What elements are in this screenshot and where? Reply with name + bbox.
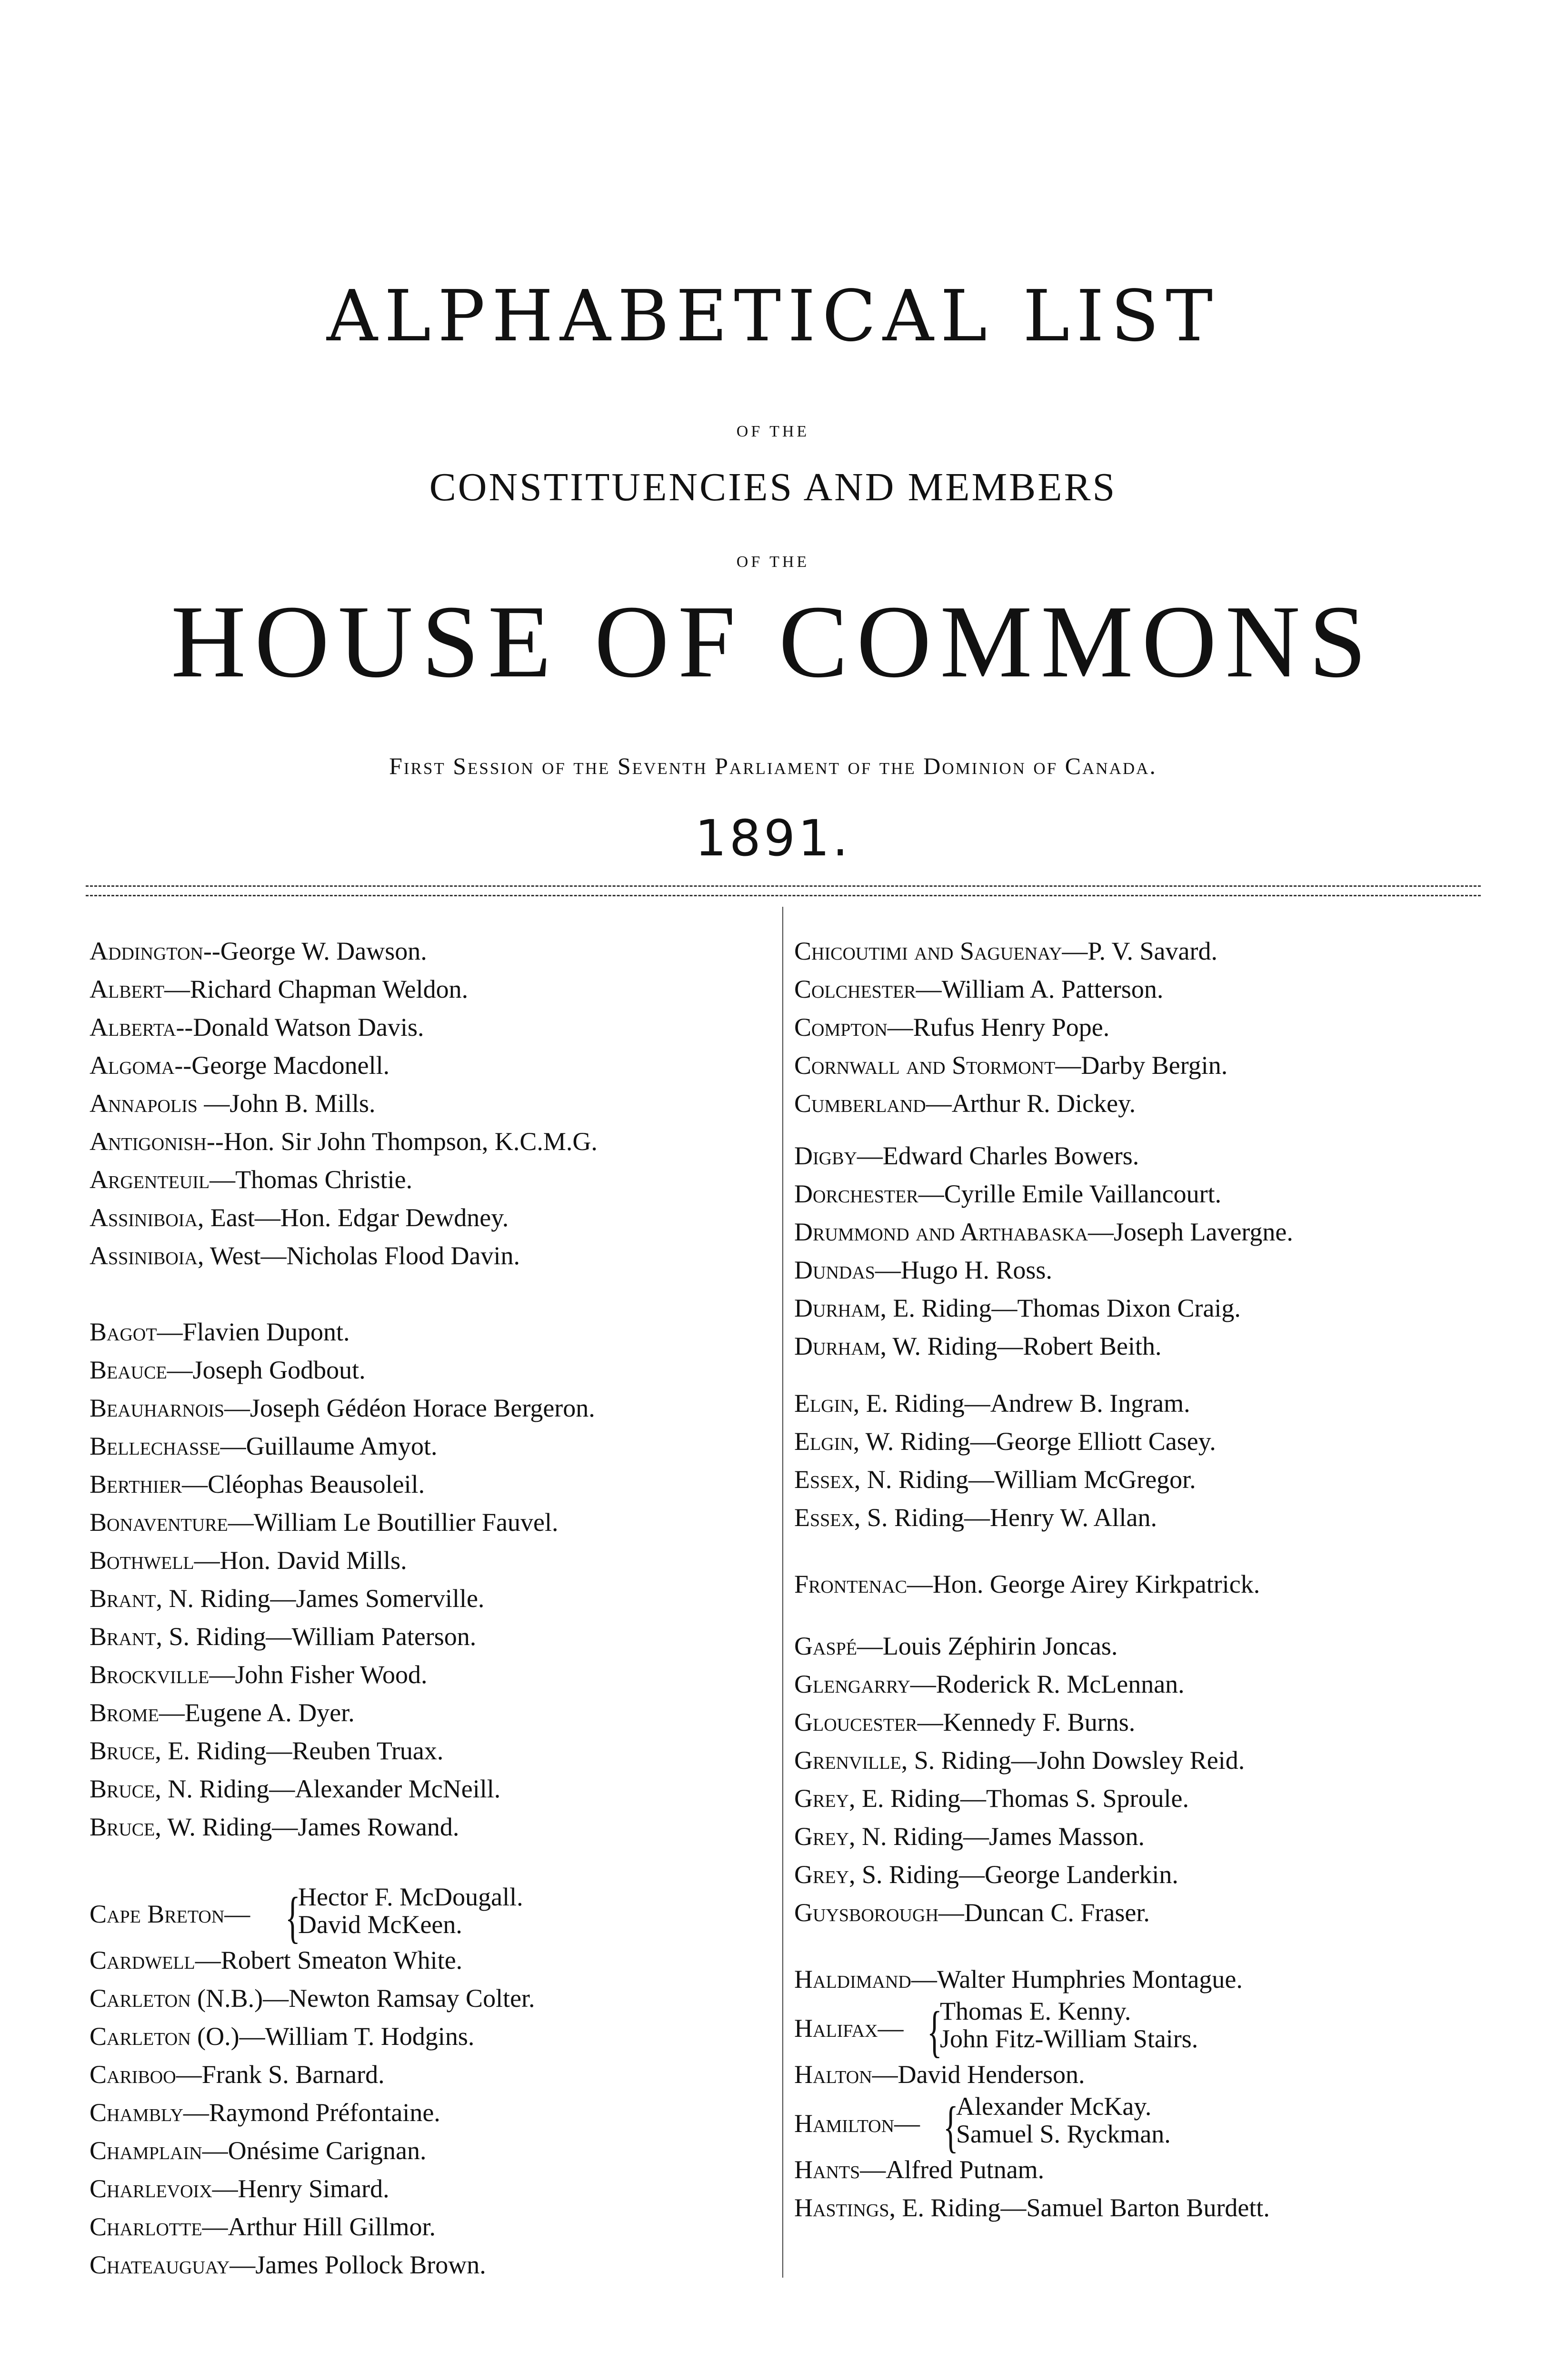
member-name: , E. Riding—Thomas S. Sproule.: [849, 1784, 1189, 1813]
member-name: —Frank S. Barnard.: [176, 2060, 385, 2089]
member-name: David McKeen.: [298, 1910, 462, 1939]
list-item: [90, 1656, 780, 1694]
constituency-name: Bagot: [90, 1318, 157, 1346]
member-name: , N. Riding—James Masson.: [849, 1822, 1145, 1851]
left-column: [90, 932, 780, 2284]
list-item: [90, 1313, 780, 1351]
group-gap: [90, 1846, 780, 1884]
list-item: [794, 1460, 1485, 1498]
entry-group-h: [794, 2151, 1485, 2227]
constituency-name: Charlotte: [90, 2212, 202, 2241]
constituency-name: Gloucester: [794, 1708, 918, 1736]
right-column: [794, 932, 1485, 2227]
year: 1891.: [695, 809, 851, 867]
group-gap: [794, 1932, 1485, 1960]
list-item: [90, 1579, 780, 1617]
entry-halifax: [794, 1997, 1485, 2063]
member-name: , West—Nicholas Flood Davin.: [197, 1241, 520, 1270]
member-name: , N. Riding—Alexander McNeill.: [155, 1775, 501, 1803]
entry-halton: [794, 2055, 1485, 2093]
list-item: [794, 1894, 1485, 1932]
member-name: —Joseph Godbout.: [167, 1356, 366, 1384]
constituency-name: Argenteuil: [90, 1165, 210, 1194]
constituency-name: Frontenac: [794, 1570, 907, 1598]
list-item: [90, 1122, 780, 1160]
dash: —: [878, 2014, 904, 2043]
constituency-name: Carleton: [90, 2022, 191, 2051]
constituency-name: Brome: [90, 1698, 159, 1727]
constituency-name: Gaspé: [794, 1632, 857, 1660]
brace: {: [927, 2000, 942, 2063]
entry-hamilton: [794, 2092, 1485, 2158]
constituency-name: Hants: [794, 2155, 860, 2184]
list-item: [794, 1327, 1485, 1365]
list-item: [794, 1213, 1485, 1251]
list-item: [794, 2151, 1485, 2189]
member-name: —Walter Humphries Montague.: [911, 1965, 1243, 1993]
constituency-name: Durham: [794, 1332, 880, 1360]
brace: {: [943, 2095, 958, 2158]
constituency-name: Grey: [794, 1860, 849, 1889]
list-item: [90, 1732, 780, 1770]
group-gap: [794, 1537, 1485, 1565]
list-item: [90, 1046, 780, 1084]
constituency-name: Hastings: [794, 2193, 889, 2222]
member-name: —Darby Bergin.: [1055, 1051, 1228, 1080]
member-name: —Onésime Carignan.: [202, 2136, 427, 2165]
member-name: , N. Riding—James Somerville.: [156, 1584, 485, 1613]
list-item: [90, 2246, 780, 2284]
list-item: [90, 2017, 780, 2055]
member-name: —Flavien Dupont.: [157, 1318, 350, 1346]
constituency-name: Cumberland: [794, 1089, 926, 1118]
list-item: [90, 1237, 780, 1275]
member-name: —Hugo H. Ross.: [875, 1256, 1052, 1284]
member-name: —Kennedy F. Burns.: [917, 1708, 1136, 1736]
member-name: —Alfred Putnam.: [860, 2155, 1045, 2184]
constituency-name: Grey: [794, 1822, 849, 1851]
constituency-name: Essex: [794, 1503, 854, 1532]
list-item: [90, 1427, 780, 1465]
dash: —: [224, 1900, 250, 1928]
member-name: —William A. Patterson.: [916, 975, 1164, 1003]
constituency-name: Brockville: [90, 1660, 209, 1689]
member-name: , W. Riding—Robert Beith.: [880, 1332, 1162, 1360]
member-name: —Richard Chapman Weldon.: [164, 975, 469, 1003]
constituency-name: Cornwall and Stormont: [794, 1051, 1056, 1080]
list-item: [794, 970, 1485, 1008]
member-name: —Eugene A. Dyer.: [159, 1698, 355, 1727]
list-item: [90, 1503, 780, 1541]
list-item: [90, 970, 780, 1008]
constituency-name: Cariboo: [90, 2060, 176, 2089]
member-name: —Arthur Hill Gillmor.: [202, 2212, 436, 2241]
constituency-name: Cardwell: [90, 1946, 195, 1974]
constituency-name: Grey: [794, 1784, 849, 1813]
member-name: --George Macdonell.: [174, 1051, 390, 1080]
member-name: --George W. Dawson.: [203, 937, 427, 965]
list-item: [90, 1941, 780, 1979]
member-name: , W. Riding—James Rowand.: [155, 1813, 459, 1841]
constituency-name: Compton: [794, 1013, 888, 1041]
page-title: ALPHABETICAL LIST: [327, 275, 1219, 357]
list-item: [90, 1808, 780, 1846]
house-title: HOUSE OF COMMONS: [171, 585, 1375, 699]
list-item: [794, 1565, 1485, 1603]
list-item: [90, 2170, 780, 2208]
of-the-line-1: OF THE: [736, 423, 810, 440]
constituency-name: Bruce: [90, 1775, 155, 1803]
member-name: —P. V. Savard.: [1062, 937, 1217, 965]
constituency-name: Addington: [90, 937, 203, 965]
member-name: —Guillaume Amyot.: [220, 1432, 438, 1460]
list-item: [794, 1289, 1485, 1327]
member-name: —Robert Smeaton White.: [195, 1946, 463, 1974]
list-item: [794, 1008, 1485, 1046]
dash: —: [894, 2109, 920, 2138]
member-name: , E. Riding—Reuben Truax.: [155, 1736, 444, 1765]
constituency-name: Chicoutimi and Saguenay: [794, 937, 1062, 965]
constituency-name: Assiniboia: [90, 1203, 198, 1232]
list-item: [794, 1817, 1485, 1855]
member-name: —Cyrille Emile Vaillancourt.: [918, 1180, 1222, 1208]
constituency-name: Carleton: [90, 1984, 191, 2013]
constituency-name: Drummond and Arthabaska: [794, 1218, 1088, 1246]
list-item: [90, 2055, 780, 2093]
constituency-name: Dorchester: [794, 1180, 918, 1208]
list-item: [794, 1703, 1485, 1741]
entry-group-g: [794, 1627, 1485, 1932]
list-item: [90, 1541, 780, 1579]
member-name: —Joseph Gédéon Horace Bergeron.: [224, 1394, 595, 1422]
member-name: , E. Riding—Andrew B. Ingram.: [853, 1389, 1190, 1418]
list-item: [90, 1617, 780, 1656]
constituency-name: Berthier: [90, 1470, 182, 1498]
list-item: [794, 1251, 1485, 1289]
list-item: [90, 1694, 780, 1732]
list-item: [90, 1199, 780, 1237]
member-name: —Duncan C. Fraser.: [938, 1898, 1150, 1927]
member-name: —John B. Mills.: [197, 1089, 376, 1118]
member-name: Samuel S. Ryckman.: [956, 2120, 1171, 2148]
constituency-name: Bruce: [90, 1736, 155, 1765]
member-name: , S. Riding—George Landerkin.: [849, 1860, 1178, 1889]
member-name: (N.B.)—Newton Ramsay Colter.: [190, 1984, 535, 2013]
member-name: —Edward Charles Bowers.: [857, 1141, 1139, 1170]
member-name: —Roderick R. McLennan.: [910, 1670, 1185, 1698]
list-item: [90, 2208, 780, 2246]
constituency-name: Halifax: [794, 2014, 878, 2043]
constituency-name: Chambly: [90, 2098, 183, 2127]
member-name: , E. Riding—Samuel Barton Burdett.: [889, 2193, 1270, 2222]
list-item: [794, 1084, 1485, 1122]
member-name: —Cléophas Beausoleil.: [182, 1470, 425, 1498]
member-name: , S. Riding—William Paterson.: [156, 1622, 477, 1651]
page-subtitle: CONSTITUENCIES AND MEMBERS: [429, 465, 1117, 509]
list-item: [90, 1160, 780, 1199]
constituency-name: Elgin: [794, 1389, 853, 1418]
member-name: —Raymond Préfontaine.: [183, 2098, 440, 2127]
constituency-name: Digby: [794, 1141, 857, 1170]
entry-group-e: [794, 1384, 1485, 1537]
constituency-name: Brant: [90, 1622, 156, 1651]
constituency-name: Chateauguay: [90, 2251, 230, 2279]
member-name: , S. Riding—John Dowsley Reid.: [901, 1746, 1245, 1775]
list-item: [794, 932, 1485, 970]
constituency-name: Guysborough: [794, 1898, 938, 1927]
constituency-name: Elgin: [794, 1427, 853, 1456]
constituency-name: Durham: [794, 1294, 880, 1322]
member-name: —Joseph Lavergne.: [1088, 1218, 1293, 1246]
list-item: [794, 1779, 1485, 1817]
column-divider: [782, 907, 783, 2278]
list-item: [794, 1137, 1485, 1175]
member-name: —John Fisher Wood.: [209, 1660, 428, 1689]
member-name: , E. Riding—Thomas Dixon Craig.: [880, 1294, 1241, 1322]
group-gap: [794, 1365, 1485, 1384]
member-name: —Hon. David Mills.: [194, 1546, 407, 1575]
list-item: [794, 1498, 1485, 1537]
list-item: [794, 1665, 1485, 1703]
member-name: John Fitz-William Stairs.: [940, 2024, 1198, 2053]
list-item: [90, 1351, 780, 1389]
member-name: --Hon. Sir John Thompson, K.C.M.G.: [206, 1127, 598, 1156]
list-item: [794, 1046, 1485, 1084]
member-name: —William Le Boutillier Fauvel.: [228, 1508, 559, 1537]
list-item: [90, 932, 780, 970]
constituency-name: Bruce: [90, 1813, 155, 1841]
constituency-name: Essex: [794, 1465, 854, 1494]
constituency-name: Grenville: [794, 1746, 901, 1775]
member-name: , S. Riding—Henry W. Allan.: [854, 1503, 1157, 1532]
divider-rule: [86, 885, 1481, 887]
constituency-name: Annapolis: [90, 1089, 198, 1118]
list-item: [90, 1389, 780, 1427]
session-line: First Session of the Seventh Parliament of the Dominion of Canada.: [389, 753, 1157, 779]
member-name: Hector F. McDougall.: [298, 1883, 523, 1911]
divider-rule: [86, 895, 1481, 896]
member-name: —Rufus Henry Pope.: [887, 1013, 1110, 1041]
list-item: [90, 1084, 780, 1122]
of-the-line-2: OF THE: [736, 553, 810, 571]
entry-group-f: [794, 1565, 1485, 1603]
member-name: , N. Riding—William McGregor.: [854, 1465, 1196, 1494]
constituency-name: Algoma: [90, 1051, 175, 1080]
entry-cape-breton: [90, 1883, 780, 1949]
list-item: [794, 1741, 1485, 1779]
list-item: [90, 1979, 780, 2017]
member-name: , W. Riding—George Elliott Casey.: [853, 1427, 1216, 1456]
constituency-name: Assiniboia: [90, 1241, 198, 1270]
list-item: [90, 1465, 780, 1503]
constituency-name: Glengarry: [794, 1670, 910, 1698]
entry-group-b: [90, 1313, 780, 1846]
entry-haldimand: [794, 1960, 1485, 1998]
constituency-name: Cape Breton: [90, 1900, 225, 1928]
list-item: [90, 1770, 780, 1808]
member-name: —Hon. George Airey Kirkpatrick.: [907, 1570, 1260, 1598]
member-name: —Louis Zéphirin Joncas.: [857, 1632, 1118, 1660]
list-item: [794, 1422, 1485, 1460]
group-gap: [794, 1122, 1485, 1137]
constituency-name: Charlevoix: [90, 2174, 212, 2203]
constituency-name: Champlain: [90, 2136, 202, 2165]
constituency-name: Alberta: [90, 1013, 176, 1041]
constituency-name: Antigonish: [90, 1127, 207, 1156]
entry-group-c: [90, 1941, 780, 2284]
entry-group-c: [794, 932, 1485, 1122]
group-gap: [794, 1603, 1485, 1627]
member-name: , East—Hon. Edgar Dewdney.: [197, 1203, 509, 1232]
member-name: —James Pollock Brown.: [229, 2251, 486, 2279]
constituency-name: Beauce: [90, 1356, 167, 1384]
list-item: [794, 1175, 1485, 1213]
member-name: —David Henderson.: [872, 2060, 1085, 2089]
constituency-name: Halton: [794, 2060, 872, 2089]
constituency-name: Brant: [90, 1584, 156, 1613]
constituency-name: Albert: [90, 975, 165, 1003]
constituency-name: Colchester: [794, 975, 916, 1003]
list-item: [794, 1627, 1485, 1665]
group-gap: [90, 1275, 780, 1313]
constituency-name: Bellechasse: [90, 1432, 220, 1460]
constituency-name: Dundas: [794, 1256, 875, 1284]
member-name: (O.)—William T. Hodgins.: [190, 2022, 475, 2051]
member-name: Thomas E. Kenny.: [940, 1997, 1131, 2025]
member-name: —Thomas Christie.: [209, 1165, 413, 1194]
list-item: [90, 2132, 780, 2170]
constituency-name: Bothwell: [90, 1546, 194, 1575]
member-name: —Henry Simard.: [212, 2174, 389, 2203]
list-item: [90, 2093, 780, 2132]
entry-group-a: [90, 932, 780, 1275]
list-item: [794, 1855, 1485, 1894]
list-item: [794, 1384, 1485, 1422]
constituency-name: Haldimand: [794, 1965, 911, 1993]
brace: {: [285, 1885, 300, 1949]
constituency-name: Bonaventure: [90, 1508, 228, 1537]
list-item: [794, 2189, 1485, 2227]
constituency-name: Beauharnois: [90, 1394, 225, 1422]
member-name: Alexander McKay.: [956, 2092, 1152, 2121]
entry-group-d: [794, 1137, 1485, 1365]
list-item: [90, 1008, 780, 1046]
constituency-name: Hamilton: [794, 2109, 895, 2138]
member-name: --Donald Watson Davis.: [176, 1013, 424, 1041]
member-name: —Arthur R. Dickey.: [926, 1089, 1136, 1118]
